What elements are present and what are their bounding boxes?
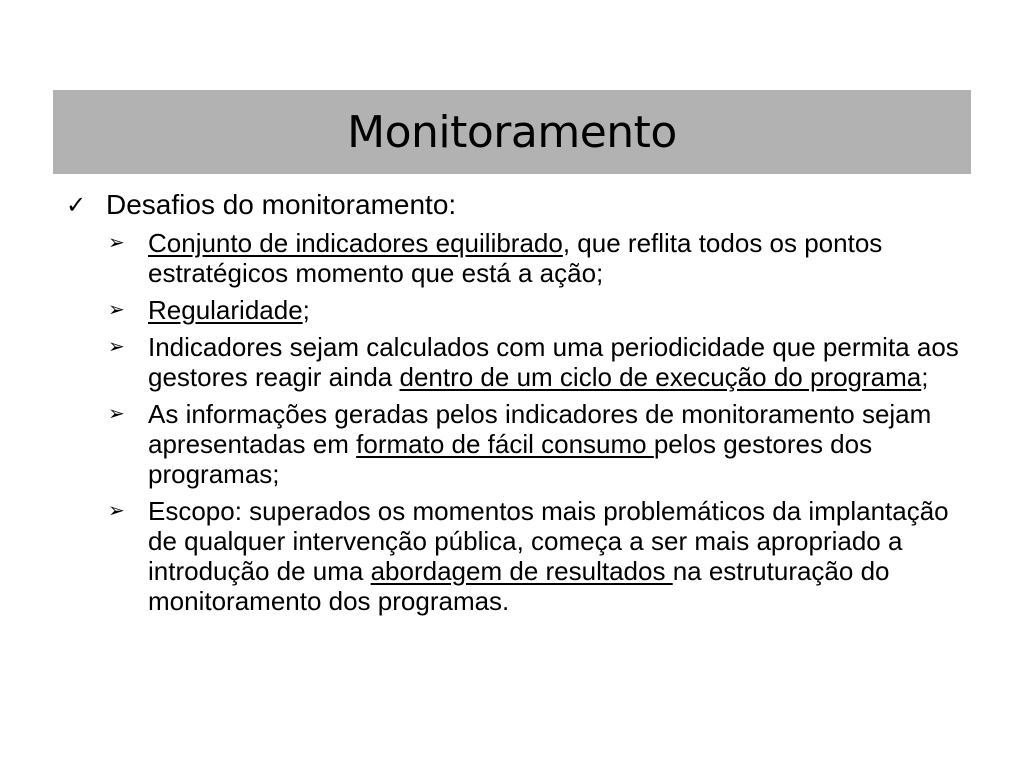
arrowhead-bullet-icon: ➢ (108, 500, 125, 522)
text-run: na estruturação do monitoramento dos programas. (148, 556, 890, 616)
sub-bullet-text (148, 399, 960, 489)
sub-bullet-list (108, 228, 966, 616)
sub-bullet-text (148, 496, 960, 616)
underlined-phrase: formato de fácil consumo (356, 429, 654, 459)
underlined-phrase: dentro de um ciclo de execução do programa (399, 362, 922, 392)
text-run: Escopo: superados os momentos mais problemáticos da implantação de qualquer intervenção pública, começa a ser mais apropriado a introdução de uma (148, 496, 949, 586)
text-run: As informações geradas pelos indicadores de monitoramento sejam apresentadas em (148, 399, 932, 459)
underlined-phrase: abordagem de resultados (370, 556, 673, 586)
sub-bullet (108, 332, 966, 392)
text-run: ; (302, 295, 310, 325)
sub-bullet-text (148, 332, 960, 392)
title-bar (53, 90, 971, 174)
underlined-phrase: Regularidade (148, 295, 303, 325)
text-run: Indicadores sejam calculados com uma periodicidade que permita aos gestores reagir ainda (148, 332, 959, 392)
text-run: ; (921, 362, 929, 392)
arrowhead-bullet-icon: ➢ (108, 336, 125, 358)
arrowhead-bullet-icon: ➢ (108, 232, 125, 254)
sub-bullet (108, 295, 966, 325)
arrowhead-bullet-icon: ➢ (108, 403, 125, 425)
text-run: pelos gestores dos programas; (148, 429, 873, 489)
main-bullet (66, 190, 966, 222)
sub-bullet-text (148, 295, 960, 325)
slide-title: Monitoramento (347, 106, 677, 158)
text-run: , que reflita todos os pontos estratégicos momento que está a ação; (148, 228, 883, 288)
slide-content (66, 190, 966, 623)
arrowhead-bullet-icon: ➢ (108, 299, 125, 321)
underlined-phrase: Conjunto de indicadores equilibrado (148, 228, 563, 258)
sub-bullet (108, 496, 966, 616)
sub-bullet (108, 228, 966, 288)
check-mark-icon: ✓ (66, 192, 87, 219)
main-bullet-text: Desafios do monitoramento: (106, 189, 457, 220)
sub-bullet-text (148, 228, 960, 288)
sub-bullet (108, 399, 966, 489)
